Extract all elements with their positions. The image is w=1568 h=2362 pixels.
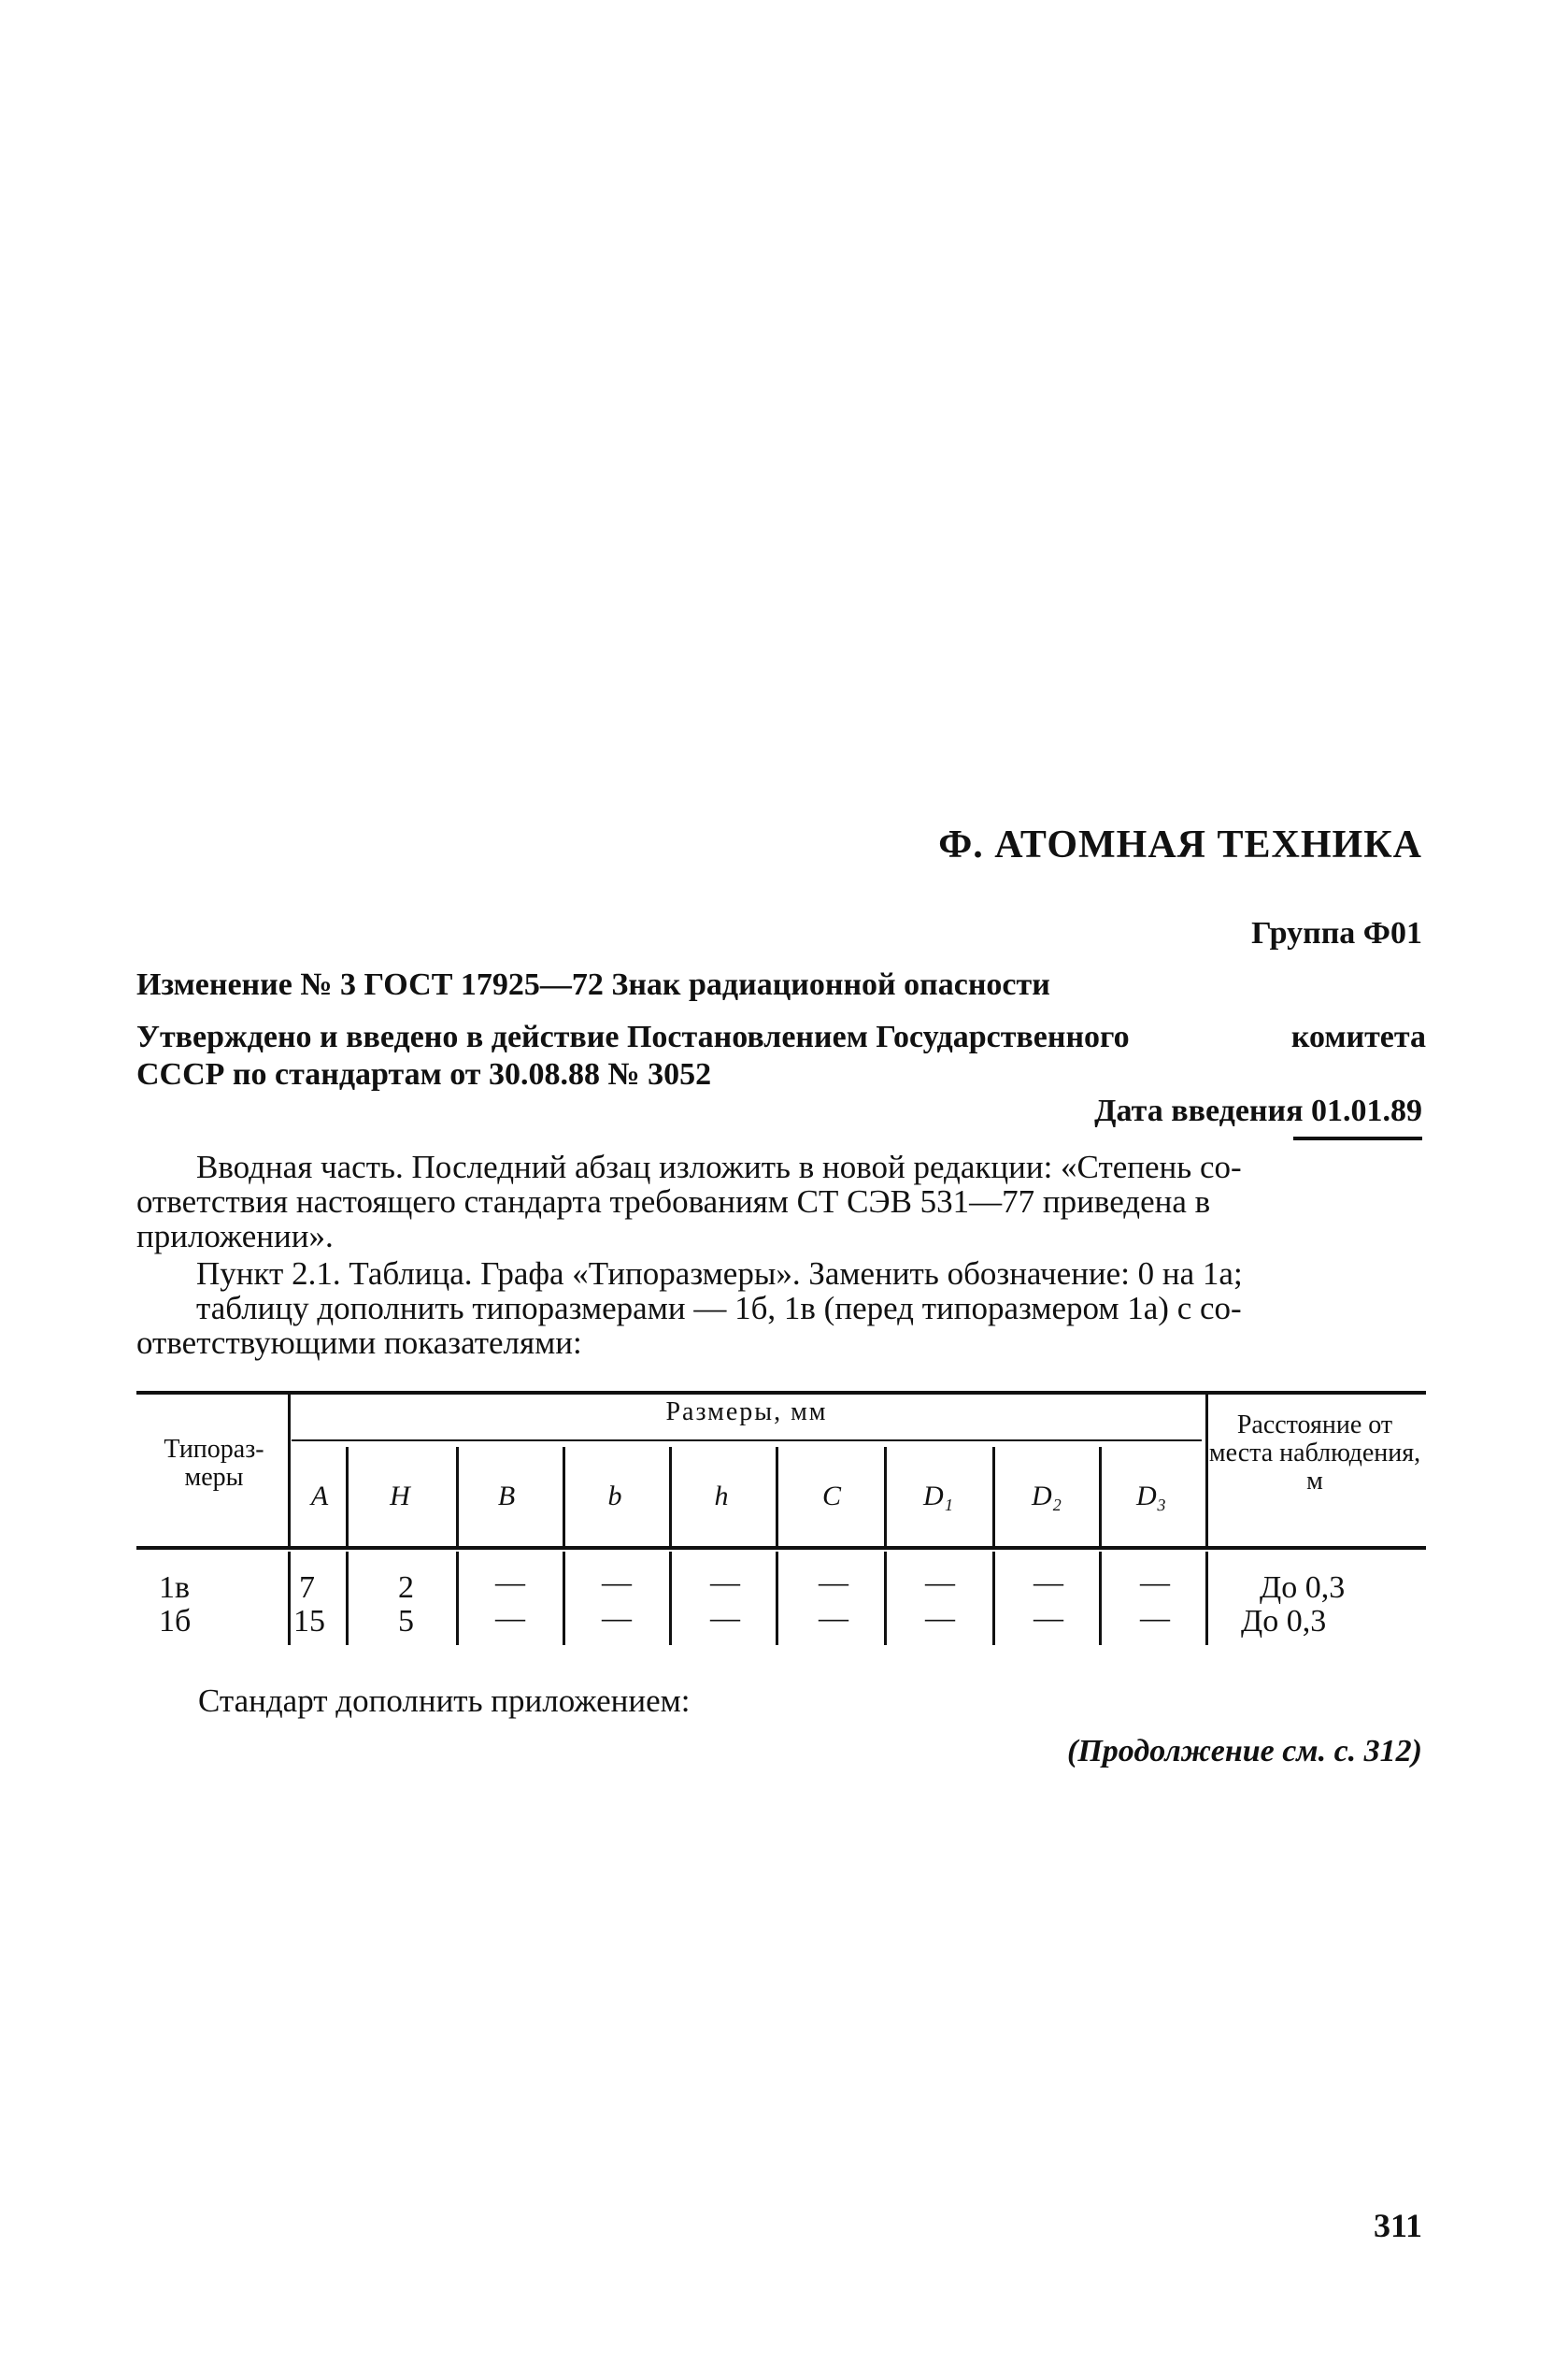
row-1-typesize: 1в (159, 1570, 191, 1605)
table-col-separator-header (669, 1447, 672, 1546)
table-cell-dash: — (925, 1565, 955, 1598)
table-col-separator-body (456, 1552, 459, 1645)
column-label: B (497, 1481, 516, 1511)
table-cell-dash: — (819, 1600, 848, 1634)
approval-line-2: СССР по стандартам от 30.08.88 № 3052 (136, 1057, 712, 1092)
paragraph-2-line-3: ответствующими показателями: (136, 1324, 582, 1361)
distance-header: Расстояние от места наблюдения, м (1208, 1410, 1421, 1496)
column-label: C (821, 1481, 841, 1511)
table-col-separator-body (669, 1552, 672, 1645)
table-body-vline-left (288, 1552, 291, 1645)
table-cell-dash: — (1140, 1600, 1170, 1634)
table-vline-right (1205, 1395, 1208, 1546)
typesize-header: Типораз-меры (164, 1435, 264, 1492)
column-label: b (607, 1481, 622, 1511)
table-cell-dash: — (602, 1565, 632, 1598)
table-col-separator-header (563, 1447, 565, 1546)
table-cell-dash: — (710, 1600, 740, 1634)
row-2-H: 5 (398, 1604, 414, 1639)
table-cell-dash: — (819, 1565, 848, 1598)
introduction-date-underline (1293, 1137, 1422, 1140)
approval-line-1-right: комитета (1290, 1020, 1426, 1054)
table-cell-dash: — (495, 1600, 525, 1634)
row-2-distance: До 0,3 (1241, 1604, 1327, 1639)
row-2-A: 15 (293, 1604, 325, 1639)
column-label: A (310, 1481, 329, 1511)
table-col-separator-body (884, 1552, 887, 1645)
table-col-separator-body (776, 1552, 778, 1645)
table-cell-dash: — (1140, 1565, 1170, 1598)
row-1-A: 7 (299, 1570, 315, 1605)
table-cell-dash: — (925, 1600, 955, 1634)
table-col-separator-header (456, 1447, 459, 1546)
table-header-rule (136, 1546, 1426, 1550)
table-cell-dash: — (710, 1565, 740, 1598)
table-cell-dash: — (1033, 1600, 1063, 1634)
table-cell-dash: — (602, 1600, 632, 1634)
page-number: 311 (1373, 2207, 1422, 2244)
introduction-date: Дата введения 01.01.89 (1094, 1094, 1422, 1128)
paragraph-1-line-1: Вводная часть. Последний абзац изложить в новой редакции: «Степень со- (196, 1149, 1242, 1185)
table-body-vline-right (1205, 1552, 1208, 1645)
row-2-typesize: 1б (159, 1604, 192, 1639)
table-col-separator-body (992, 1552, 995, 1645)
section-title: Ф. АТОМНАЯ ТЕХНИКА (938, 823, 1422, 866)
table-cell-dash: — (1033, 1565, 1063, 1598)
continued-note: (Продолжение см. с. 312) (1067, 1734, 1422, 1768)
row-1-H: 2 (398, 1570, 414, 1605)
column-label: h (714, 1481, 729, 1511)
approval-line-1-left: Утверждено и введено в действие Постановлением Государственного (136, 1020, 1130, 1054)
group-label: Группа Ф01 (1251, 916, 1422, 951)
paragraph-2-line-1: Пункт 2.1. Таблица. Графа «Типоразмеры». Заменить обозначение: 0 на 1а; (196, 1255, 1243, 1292)
paragraph-1-line-3: приложении». (136, 1218, 334, 1254)
table-top-rule (136, 1391, 1426, 1395)
change-title: Изменение № 3 ГОСТ 17925—72 Знак радиационной опасности (136, 967, 1050, 1002)
table-col-separator-body (346, 1552, 349, 1645)
table-col-separator-header (1099, 1447, 1102, 1546)
supplement-note: Стандарт дополнить приложением: (198, 1682, 691, 1719)
paragraph-1-line-2: ответствия настоящего стандарта требованиям СТ СЭВ 531—77 приведена в (136, 1183, 1211, 1220)
approval-statement (136, 1019, 1426, 1094)
table-col-separator-header (776, 1447, 778, 1546)
approval-line-1 (136, 1019, 1426, 1056)
column-label: H (390, 1481, 410, 1511)
table-col-separator-body (1099, 1552, 1102, 1645)
table-vline-left (288, 1395, 291, 1546)
table-col-separator-header (884, 1447, 887, 1546)
row-1-distance: До 0,3 (1260, 1570, 1346, 1605)
paragraph-introduction (136, 1150, 1426, 1253)
paragraph-2-line-2: таблицу дополнить типоразмерами — 1б, 1в (перед типоразмером 1а) с со- (196, 1290, 1242, 1326)
column-label: D₃ (1135, 1481, 1167, 1511)
table-col-separator-body (563, 1552, 565, 1645)
table-cell-dash: — (495, 1565, 525, 1598)
dimensions-underline (292, 1439, 1202, 1441)
column-label: D₁ (922, 1481, 954, 1511)
table-col-separator-header (992, 1447, 995, 1546)
paragraph-item-2-1 (136, 1256, 1426, 1360)
column-label: D₂ (1031, 1481, 1062, 1511)
dimensions-header: Размеры, мм (665, 1397, 828, 1426)
